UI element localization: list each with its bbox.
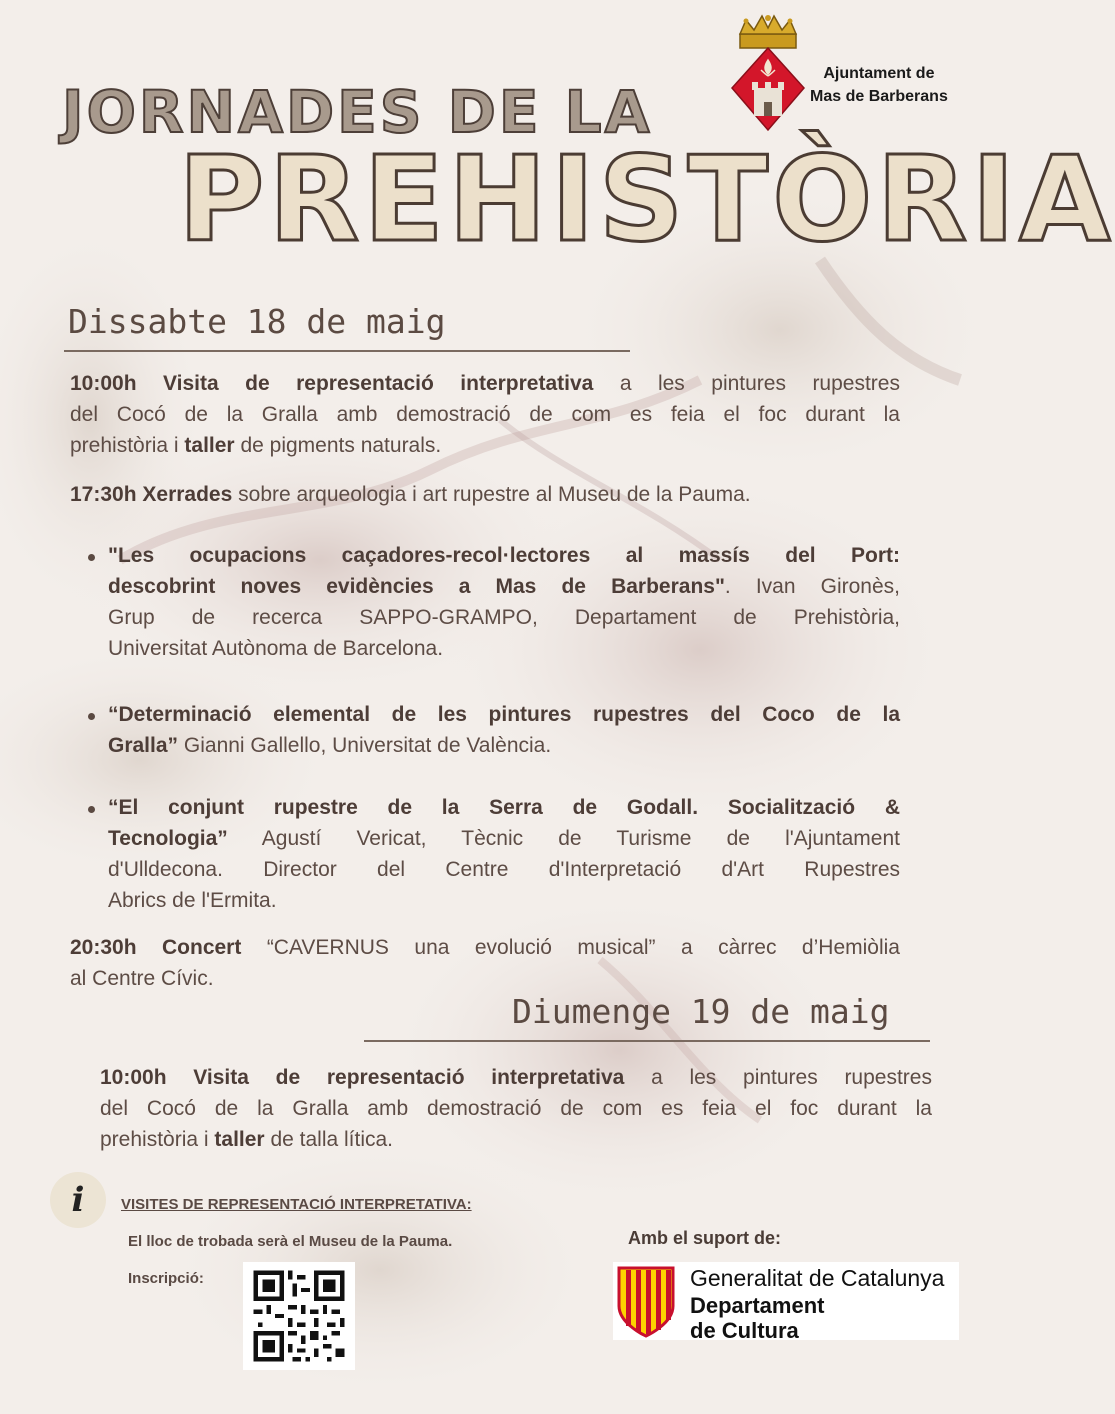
concert-description: “CAVERNUS una evolució musical” a càrrec d’Hemiòlia — [266, 936, 900, 959]
talk-3-speaker: Agustí Vericat, Tècnic de Turisme de l'Ajuntament — [261, 827, 900, 850]
saturday-visit-line3-post: de pigments naturals. — [240, 434, 442, 457]
bullet-icon — [88, 713, 95, 720]
sponsor-department-line2: de Cultura — [690, 1318, 799, 1343]
concert-location: al Centre Cívic. — [70, 967, 214, 990]
saturday-divider — [64, 350, 630, 352]
generalitat-logo-icon — [613, 1262, 679, 1340]
municipality-name-line-2: Mas de Barberans — [810, 88, 948, 105]
sunday-visit-workshop: taller — [214, 1128, 265, 1151]
talk-3-line3: d'Ulldecona. Director del Centre d'Interpretació d'Art Rupestres — [108, 858, 900, 881]
saturday-visit-time: 10:00h — [70, 372, 137, 395]
saturday-visit-title: Visita de representació interpretativa — [163, 372, 594, 395]
sponsor-department — [690, 1293, 824, 1343]
saturday-visit-line3-pre: prehistòria i — [70, 434, 179, 457]
talks-title: Xerrades — [142, 483, 233, 506]
talk-2 — [108, 699, 900, 761]
info-registration-label: Inscripció: — [128, 1270, 204, 1287]
talk-3-title-line1: “El conjunt rupestre de la Serra de Godall. Socialització & — [108, 796, 900, 819]
municipality-coat-of-arms-icon — [728, 12, 808, 134]
talk-1-line4: Universitat Autònoma de Barcelona. — [108, 637, 444, 660]
talk-2-title-line1: “Determinació elemental de les pintures rupestres del Coco de la — [108, 703, 900, 726]
saturday-visit-line2: del Cocó de la Gralla amb demostració de com es feia el foc durant la — [70, 403, 900, 426]
sunday-visit-line1: a les pintures rupestres — [651, 1066, 932, 1089]
saturday-talks-intro — [70, 479, 910, 510]
title-line-1: JORNADES DE LA — [62, 78, 653, 146]
title-line-2: PREHISTÒRIA — [178, 130, 1115, 268]
saturday-visit-line1: a les pintures rupestres — [619, 372, 900, 395]
talk-2-speaker: Gianni Gallello, Universitat de València. — [183, 734, 552, 757]
sunday-divider — [364, 1040, 930, 1042]
talk-1 — [108, 540, 900, 664]
talk-1-title-line2: descobrint noves evidències a Mas de Barberans" — [108, 575, 725, 598]
concert-time: 20:30h — [70, 936, 137, 959]
municipality-name-line-1: Ajuntament de — [823, 65, 935, 82]
info-heading: VISITES DE REPRESENTACIÓ INTERPRETATIVA: — [121, 1196, 472, 1213]
info-icon: i — [71, 1180, 85, 1220]
saturday-visit-workshop: taller — [184, 434, 235, 457]
sunday-visit-line3-pre: prehistòria i — [100, 1128, 209, 1151]
sunday-visit-time: 10:00h — [100, 1066, 167, 1089]
bullet-icon — [88, 806, 95, 813]
concert-title: Concert — [162, 936, 242, 959]
talk-1-title-line1: "Les ocupacions caçadores-recol·lectores al massís del Port: — [108, 544, 900, 567]
registration-qr-code[interactable] — [243, 1262, 355, 1370]
bullet-icon — [88, 554, 95, 561]
sunday-visit-title: Visita de representació interpretativa — [193, 1066, 625, 1089]
sunday-visit-line2: del Cocó de la Gralla amb demostració de com es feia el foc durant la — [100, 1097, 932, 1120]
talk-3-line4: Abrics de l'Ermita. — [108, 889, 277, 912]
sunday-visit — [100, 1062, 932, 1155]
saturday-visit — [70, 368, 900, 461]
talk-3-title-line2: Tecnologia” — [108, 827, 228, 850]
saturday-concert — [70, 932, 900, 994]
talks-description: sobre arqueologia i art rupestre al Museu de la Pauma. — [238, 483, 751, 506]
talks-time: 17:30h — [70, 483, 137, 506]
talk-2-title-line2: Gralla” — [108, 734, 179, 757]
talk-1-speaker: . Ivan Gironès, — [724, 575, 900, 598]
talk-3 — [108, 792, 900, 916]
sunday-heading: Diumenge 19 de maig — [512, 992, 890, 1031]
talk-1-line3: Grup de recerca SAPPO-GRAMPO, Departament de Prehistòria, — [108, 606, 900, 629]
info-meeting-point: El lloc de trobada serà el Museu de la Pauma. — [128, 1233, 453, 1250]
sponsor-label: Amb el suport de: — [628, 1228, 782, 1248]
sponsor-name: Generalitat de Catalunya — [690, 1265, 945, 1291]
sunday-visit-line3-post: de talla lítica. — [270, 1128, 394, 1151]
municipality-name — [810, 62, 948, 108]
sponsor-department-line1: Departament — [690, 1293, 825, 1318]
saturday-heading: Dissabte 18 de maig — [68, 302, 446, 341]
